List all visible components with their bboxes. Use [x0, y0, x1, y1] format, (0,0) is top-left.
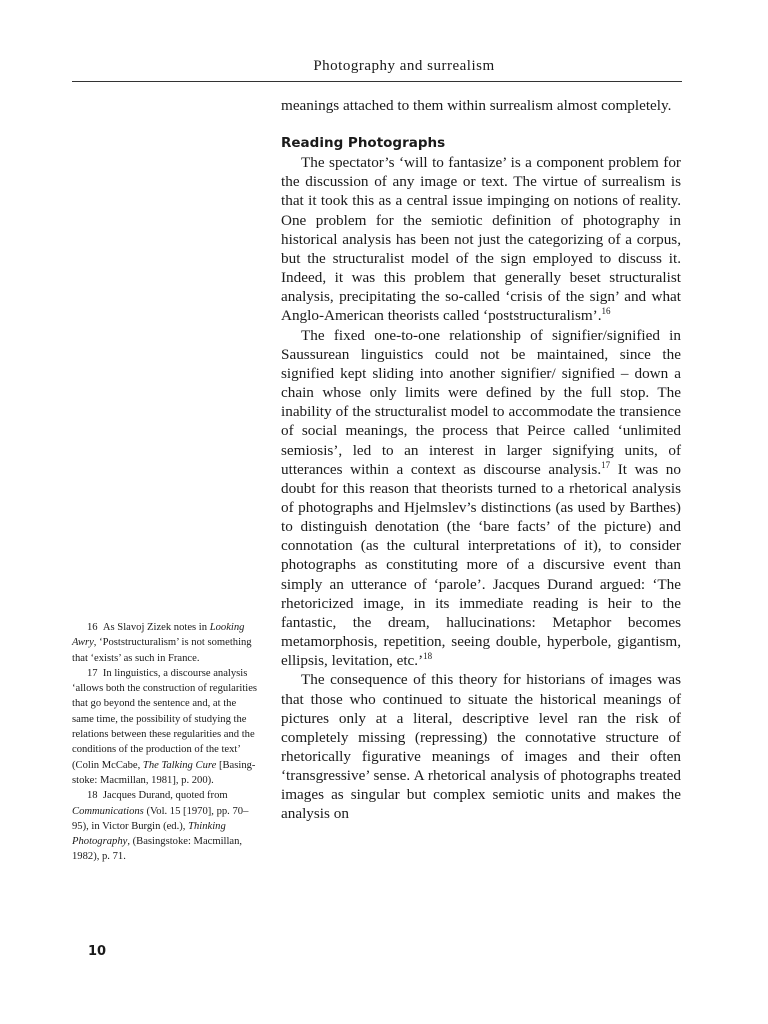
body-paragraph: [281, 153, 681, 325]
section-heading: Reading Photographs: [281, 135, 446, 152]
footnote-ref: 18: [423, 651, 433, 662]
footnote-text: [Basingstoke: Macmillan, 1981], p. 200).: [72, 759, 256, 786]
footnote-text: As Slavoj Zizek notes in: [102, 622, 210, 633]
footnote-title: Communications: [72, 805, 144, 817]
page-number: 10: [88, 944, 107, 959]
footnote-text: , ‘Poststructuralism’ is not something that ‘exists’ as such in France.: [72, 637, 252, 664]
footnote-title: Looking Awry: [72, 622, 245, 649]
lead-paragraph: meanings attached to them within surrealism almost completely.: [281, 97, 672, 114]
footnote-number: 16: [87, 622, 98, 633]
footnote-ref: 16: [601, 306, 611, 317]
footnote-title: The Talking Cure: [142, 759, 217, 771]
paragraph-text: The spectator’s ‘will to fantasize’ is a component problem for the discussion of any image or text. The virtue of surrealism is that it took this as a central issue impinging on notions of reality. One problem for the semiotic definition of photography in historical analysis has been not just the categorizing of a corpus, but the structuralist model of the sign employed to discuss it. Indeed, it was this problem that generally beset structuralist analysis, precipitating the so-called ‘crisis of the sign’ and what Anglo-American theorists called ‘poststructuralism’.: [281, 154, 681, 325]
footnote-title: Thinking Photography: [72, 820, 226, 848]
paragraph-text: The consequence of this theory for historians of images was that those who continued to situate the historical meanings of pictures only at a literal, descriptive level ran the risk of completely missing (repressing) the connotative structure of rhetorically figurative meanings of images and their often ‘transgressive’ sense. A rhetorical analysis of photographs treated images as singular but complex semiotic units and makes the analysis on: [281, 671, 681, 823]
body-paragraph: [281, 326, 681, 671]
header-rule: [72, 81, 682, 82]
footnote: [72, 620, 260, 666]
footnote: [72, 788, 260, 864]
body-paragraph: [281, 670, 681, 823]
running-head: Photography and surrealism: [313, 58, 495, 74]
footnote-number: 18: [87, 790, 98, 802]
paragraph-text: The fixed one-to-one relationship of signifier/signified in Saussurean linguistics could not be maintained, since the signified kept sliding into another signifier/ signified – down a chain whose only limits were defined by the full stop. The inability of the structuralist model to accommodate the transience of social meanings, the process that Peirce called ‘unlimited semiosis’, led to an interest in larger signifying units, of utterances within a context as discourse analysis.: [281, 326, 681, 478]
footnote: [72, 666, 260, 788]
footnotes: [72, 620, 260, 865]
footnote-text: Jacques Durand, quoted from: [102, 790, 228, 802]
paragraph-text: It was no doubt for this reason that theorists turned to a rhetorical analysis of photographs and Hjelmslev’s distinctions (as used by Barthes) to distinguish denotation (the ‘bare facts’ of the picture) and connotation (as the cultural interpretations of it), to consider photographs as constituting more of a discursive event than simply an utterance of ‘parole’. Jacques Durand argued: ‘The rhetoricized image, in its immediate reading is heir to the fantastic, the dream, hallucinations: Metaphor becomes metamorphosis, repetition, seeing double, hyperbole, gigantism, ellipsis, levitation, etc.’: [281, 460, 681, 670]
footnote-text: (Vol. 15 [1970], pp. 70–95), in Victor Burgin (ed.),: [72, 805, 249, 832]
footnote-ref: 17: [601, 459, 611, 470]
footnote-text: , (Basingstoke: Macmillan, 1982), p. 71.: [72, 836, 243, 863]
main-text-column: [281, 96, 681, 824]
footnote-text: In linguistics, a discourse analysis ‘allows both the construction of regularities that go beyond the sentence and, at the same time, the possibility of studying the relations between these regularities and the conditions of the production of the text’ (Colin McCabe,: [72, 667, 258, 771]
footnote-number: 17: [87, 667, 98, 679]
